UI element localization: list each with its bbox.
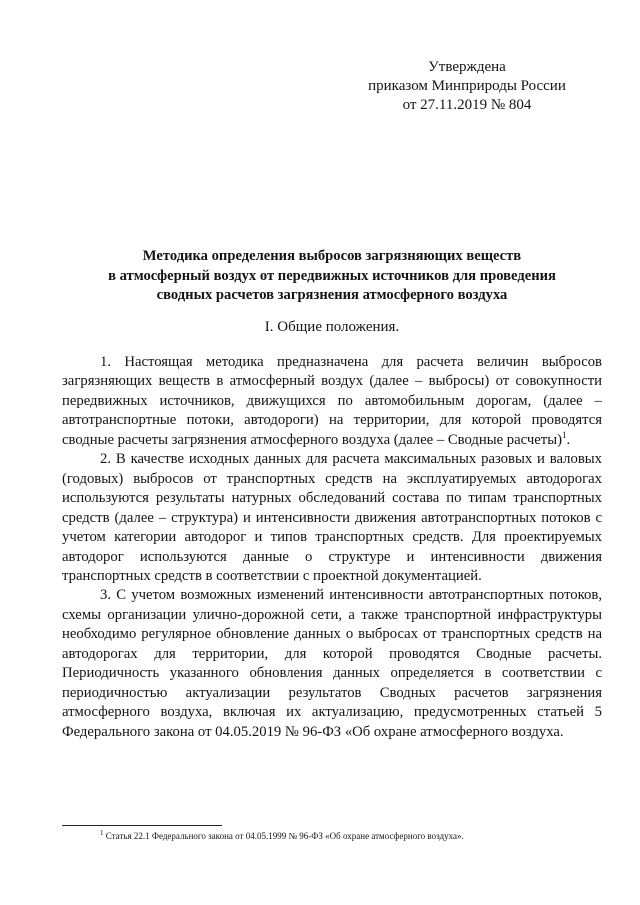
approval-line-3: от 27.11.2019 № 804 (402, 97, 532, 113)
footnote-text: Статья 22.1 Федерального закона от 04.05.1999 № 96-ФЗ «Об охране атмосферного воздуха». (103, 831, 464, 841)
footnote (100, 830, 600, 842)
paragraph-3: 3. С учетом возможных изменений интенсивности автотранспортных потоков, схемы организации улично-дорожной сети, а также транспортной инфраструктуры необходимо регулярное обновление данных о выбросах от транспортных средств на автодорогах для территории, для которой проводятся Сводные расчеты. Периодичность указанного обновления данных определяется в соответствии с периодичностью актуализации результатов Сводных расчетов загрязнения атмосферного воздуха, включая их актуализацию, предусмотренных статьей 5 Федерального закона от 04.05.2019 № 96-ФЗ «Об охране атмосферного воздуха. (62, 587, 602, 740)
paragraph-1-text: 1. Настоящая методика предназначена для расчета величин выбросов загрязняющих веществ в атмосферный воздух (далее – выбросы) от совокупности передвижных источников, движущихся по автомобильным дорогам, (далее – автотранспортные потоки, автодороги) на территории, для которой проводятся сводные расчеты загрязнения атмосферного воздуха (далее – Сводные расчеты) (62, 354, 602, 448)
footnote-reference: 1 (561, 429, 567, 440)
paragraph-2: 2. В качестве исходных данных для расчета максимальных разовых и валовых (годовых) выбросов от транспортных средств на эксплуатируемых автодорогах используются результаты натурных обследований состава по типам транспортных средств (далее – структура) и интенсивности движения автотранспортных потоков с учетом категории автодорог и типов транспортных средств. Для проектируемых автодорог используются данные о структуре и интенсивности движения транспортных средств в соответствии с проектной документацией. (62, 451, 602, 584)
approval-stamp (352, 58, 582, 115)
title-line-2: в атмосферный воздух от передвижных источников для проведения (108, 267, 556, 284)
footnote-divider (62, 825, 222, 826)
approval-line-1: Утверждена (428, 59, 506, 75)
paragraph-1 (62, 353, 602, 450)
document-body (62, 353, 602, 742)
paragraph-1-end: . (566, 431, 571, 448)
document-title (62, 247, 602, 306)
title-line-3: сводных расчетов загрязнения атмосферного воздуха (156, 287, 508, 303)
approval-line-2: приказом Минприроды России (368, 78, 566, 94)
footnote-marker: 1 (100, 829, 104, 837)
section-heading: I. Общие положения. (264, 319, 400, 335)
title-line-1: Методика определения выбросов загрязняющих веществ (142, 248, 522, 264)
